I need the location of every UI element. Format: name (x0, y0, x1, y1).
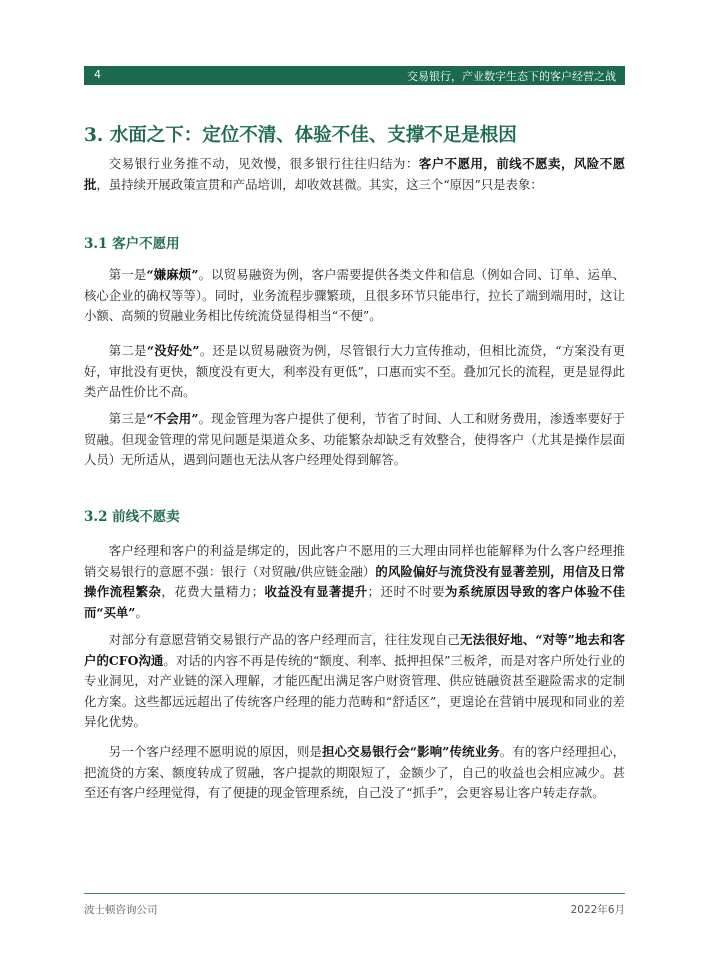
bold-run: 收益没有显著提升 (264, 584, 368, 599)
page-header-bar (84, 66, 625, 85)
text-run: 。以贸易融资为例，客户需要提供各类文件和信息（例如合同、订单、运单、核心企业的确权等等）。同时，业务流程步骤繁琐，且很多环节只能串行，拉长了端到端用时，这让小额、高频的贸融业务相比传统流贷显得相当“不便”。 (84, 267, 625, 323)
text-run: ；还时不时要 (367, 584, 446, 599)
text-run: 。现金管理为客户提供了便利，节省了时间、人工和财务费用，渗透率要好于贸融。但现金管理的常见问题是渠道众多、功能繁杂却缺乏有效整合，使得客户（尤其是操作层面人员）无所适从，遇到问题也无法从客户经理处得到解答。 (84, 411, 625, 467)
paragraph (84, 742, 625, 804)
subsection-heading-3-1: 3.1 客户不愿用 (84, 236, 180, 252)
text-run: 。对话的内容不再是传统的“额度、利率、抵押担保”三板斧，而是对客户所处行业的专业洞见，对产业链的深入理解，才能匹配出满足客户财资管理、供应链融资甚至避险需求的定制化方案。这些都远远超出了传统客户经理的能力范畴和“舒适区”，更遑论在营销中展现和同业的差异化优势。 (84, 652, 626, 729)
bold-run: “没好处” (146, 343, 200, 358)
paragraph (84, 341, 625, 403)
bold-run: 无法很好地、“对等”地去和客户的CFO沟通 (84, 632, 625, 668)
bold-run: 的风险偏好与流贷没有显著差别，用信及日常操作流程繁杂 (84, 563, 625, 599)
text-run: 。还是以贸易融资为例，尽管银行大力宣传推动，但相比流贷，“方案没有更好，审批没有更快，额度没有更大，利率没有更低”，口惠而实不至。叠加冗长的流程，更是显得此类产品性价比不高。 (84, 343, 625, 399)
text-run: 第三是 (108, 411, 147, 426)
bold-run: 担心交易银行会“影响”传统业务 (322, 744, 500, 759)
text-run: 客户经理和客户的利益是绑定的，因此客户不愿用的三大理由同样也能解释为什么客户经理推销交易银行的意愿不强：银行（对贸融/供应链金融） (84, 543, 625, 579)
subsection-heading-3-2: 3.2 前线不愿卖 (84, 509, 180, 525)
bold-run: “不会用” (146, 411, 199, 426)
text-run: 。有的客户经理担心，把流贷的方案、额度转成了贸融，客户提款的期限短了，金额少了，自己的收益也会相应减少。甚至还有客户经理觉得，有了便捷的现金管理系统，自己没了“抓手”，会更容易让客户转走存款。 (84, 744, 626, 800)
paragraph (84, 265, 625, 327)
text-run: 第二是 (108, 343, 147, 358)
intro-paragraph (84, 154, 625, 195)
text-run: ，虽持续开展政策宣贯和产品培训，却收效甚微。其实，这三个“原因”只是表象： (96, 176, 543, 192)
bold-run: 客户不愿用，前线不愿卖，风险不愿批 (84, 156, 626, 192)
paragraph (84, 541, 625, 623)
text-run: 对部分有意愿营销交易银行产品的客户经理而言，往往发现自己 (108, 632, 461, 647)
text-run: 交易银行业务推不动，见效慢，很多银行往往归结为： (108, 156, 419, 171)
page-number: 4 (94, 68, 101, 81)
text-run: ，花费大量精力； (161, 584, 265, 599)
footer-divider (84, 893, 625, 894)
footer-date: 2022年6月 (570, 904, 625, 916)
footer-company: 波士顿咨询公司 (84, 904, 158, 916)
bold-run: 为系统原因导致的客户体验不佳而“买单” (84, 584, 626, 620)
paragraph (84, 630, 625, 733)
section-heading: 3. 水面之下：定位不清、体验不佳、支撑不足是根因 (84, 125, 517, 146)
paragraph (84, 409, 625, 471)
text-run: 另一个客户经理不愿明说的原因，则是 (108, 744, 323, 759)
text-run: 第一是 (108, 267, 147, 282)
text-run: 。 (135, 604, 148, 620)
running-title: 交易银行，产业数字生态下的客户经营之战 (407, 70, 616, 83)
bold-run: “嫌麻烦” (146, 267, 199, 282)
